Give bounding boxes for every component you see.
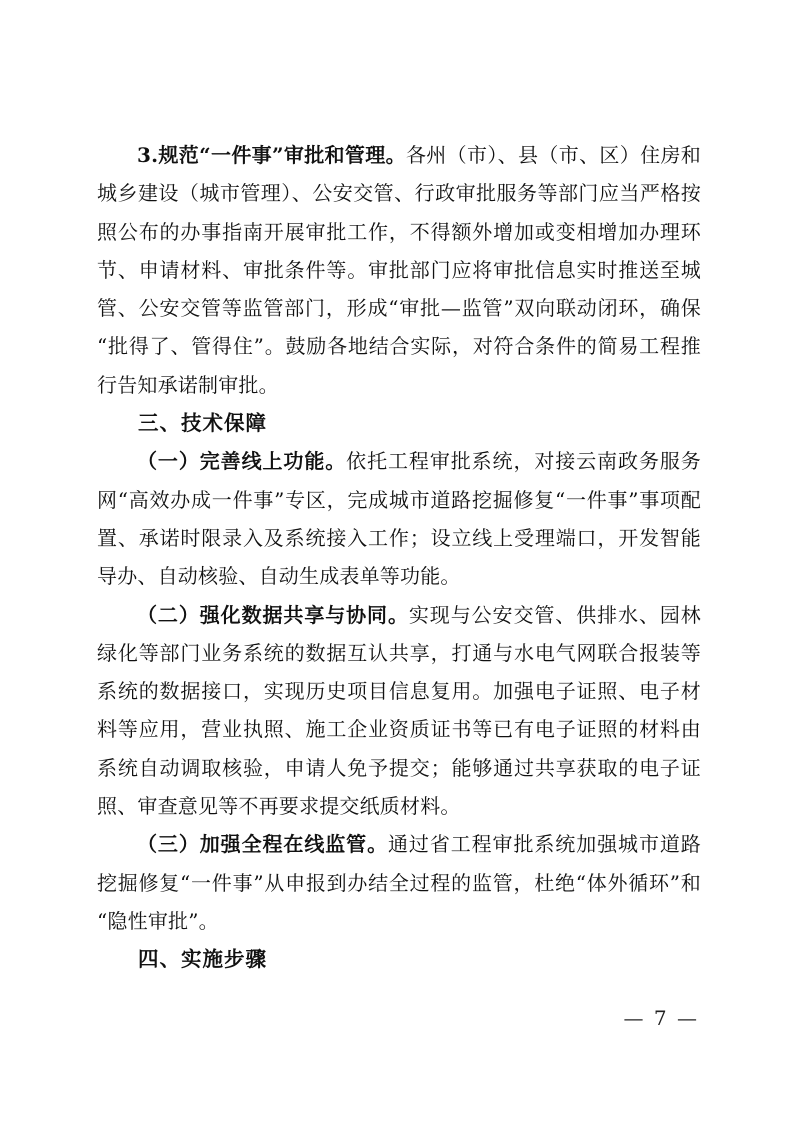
section-heading [97, 404, 701, 442]
paragraph-text: 各州（市）、县（市、区）住房和城乡建设（城市管理）、公安交管、行政审批服务等部门应当严格按照公布的办事指南开展审批工作，不得额外增加或变相增加办理环节、申请材料、审批条件等。审批部门应将审批信息实时推送至城管、公安交管等监管部门，形成“审批—监管”双向联动闭环，确保“批得了、管得住”。鼓励各地结合实际，对符合条件的简易工程推行告知承诺制审批。 [97, 143, 702, 397]
section-heading [97, 940, 701, 978]
paragraph-text: 通过省工程审批系统加强城市道路挖掘修复“一件事”从申报到办结全过程的监管，杜绝“体外循环”和“隐性审批”。 [97, 832, 701, 933]
paragraph-text: 实现与公安交管、供排水、园林绿化等部门业务系统的数据互认共享，打通与水电气网联合报装等系统的数据接口，实现历史项目信息复用。加强电子证照、电子材料等应用，营业执照、施工企业资质证书等已有电子证照的材料由系统自动调取核验，申请人免予提交；能够通过共享获取的电子证照、审查意见等不再要求提交纸质材料。 [97, 602, 701, 819]
paragraph-text: 依托工程审批系统，对接云南政务服务网“高效办成一件事”专区，完成城市道路挖掘修复“一件事”事项配置、承诺时限录入及系统接入工作；设立线上受理端口，开发智能导办、自动核验、自动生成表单等功能。 [97, 449, 701, 589]
paragraph [97, 442, 701, 595]
paragraph [97, 136, 701, 404]
section-heading-text: 三、技术保障 [138, 411, 267, 436]
paragraph [97, 596, 701, 826]
paragraph-lead: （一）完善线上功能。 [137, 449, 347, 474]
paragraph-lead: （三）加强全程在线监管。 [137, 832, 388, 857]
page-number: — 7 — [623, 1006, 699, 1030]
paragraph [97, 825, 701, 940]
paragraph-lead: （二）强化数据共享与协同。 [137, 602, 409, 627]
paragraph-lead: 3.规范“一件事”审批和管理。 [137, 143, 406, 167]
document-body [97, 136, 701, 979]
section-heading-text: 四、实施步骤 [138, 947, 267, 972]
